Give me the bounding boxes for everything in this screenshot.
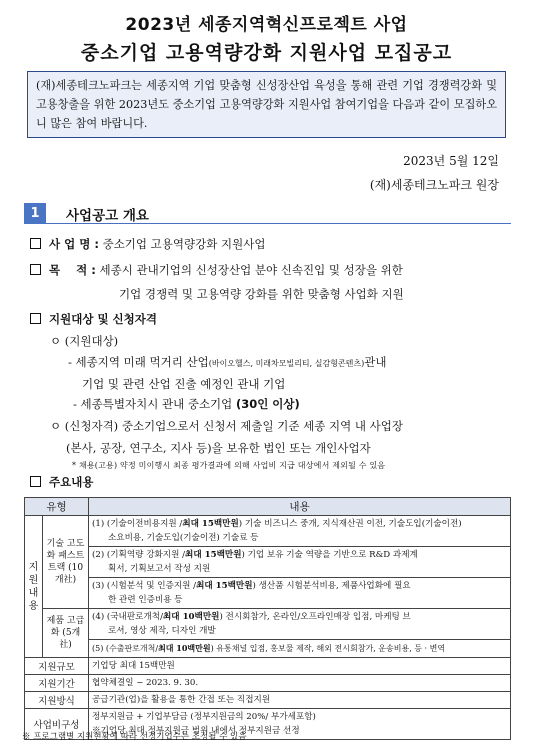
table-row — [25, 578, 511, 609]
section-header — [24, 203, 511, 224]
group1-label: 기술 고도화 패스트 트랙 (10개社) — [43, 516, 89, 609]
content-heading: 주요내용 — [49, 475, 94, 489]
method-value: 공급기관(업)을 활용을 통한 간접 또는 직접지원 — [89, 692, 511, 709]
scale-label: 지원규모 — [25, 658, 89, 675]
section-title: 사업공고 개요 — [66, 208, 149, 224]
table-row — [25, 640, 511, 658]
row3-content: (3) (시험분석 및 인증지원 /최대 15백만원) 생산품 시험분석비용, 제품사업화에 필요 한 관련 인증비용 등 — [89, 578, 511, 609]
project-name-row — [30, 236, 265, 252]
header-title-line2: 중소기업 고용역량강화 지원사업 모집공고 — [80, 42, 453, 64]
target-line3-b: (30인 이상) — [235, 397, 300, 411]
table-row — [25, 516, 511, 547]
col-type: 유형 — [25, 498, 89, 516]
checkbox-icon — [30, 264, 41, 275]
qual-line1: ㅇ (신청자격) 중소기업으로서 신청서 제출일 기준 세종 지역 내 사업장 — [50, 419, 403, 433]
purpose-line1: 세종시 관내기업의 신성장산업 분야 신속진입 및 성장을 위한 — [99, 263, 403, 277]
project-name-value: 중소기업 고용역량강화 지원사업 — [102, 237, 266, 251]
content-heading-row — [30, 474, 93, 490]
qual-note: * 채용(고용) 약정 미이행시 최종 평가결과에 의해 사업비 지급 대상에서 제외될 수 있음 — [72, 461, 386, 470]
signer: (재)세종테크노파크 원장 — [369, 178, 499, 192]
checkbox-icon — [30, 476, 41, 487]
target-line1-b: 관내 — [364, 355, 387, 369]
support-table — [24, 497, 511, 740]
table-row — [25, 675, 511, 692]
target-line1 — [68, 354, 386, 370]
table-row — [25, 547, 511, 578]
purpose-line2: 기업 경쟁력 및 고용역량 강화를 위한 맞춤형 사업화 지원 — [119, 287, 404, 301]
cost-value: 정부지원금 + 기업부담금 (정부지원금의 20%/ 부가세포함) ※기업당 최대 정부지원금 범위 내에서 정부지원금 선정 — [89, 709, 511, 740]
support-label: 지원내용 — [25, 516, 43, 658]
target-line1-small: (바이오헬스, 미래차모빌리티, 실감형콘텐츠) — [208, 359, 365, 368]
method-label: 지원방식 — [25, 692, 89, 709]
col-content: 내용 — [89, 498, 511, 516]
target-heading: 지원대상 및 신청자격 — [49, 312, 157, 326]
intro-box: (재)세종테크노파크는 세종지역 기업 맞춤형 신성장산업 육성을 통해 관련 기업 경쟁력강화 및 고용창출을 위한 2023년도 중소기업 고용역량강화 지원사업 참여기업을 다음과 같이 모집하오니 많은 참여 바랍니다. — [27, 71, 506, 138]
row5-content: (5) (수출판로개척/최대 10백만원) 유통채널 입점, 홍보물 제작, 해외 전시회참가, 운송비용, 등 · 변역 — [89, 640, 511, 658]
target-line3-a: - 세종특별자치시 관내 중소기업 — [73, 397, 236, 411]
group2-label: 제품 고급화 (5개社) — [43, 609, 89, 658]
row4-content: (4) (국내판로개척/최대 10백만원) 전시회참가, 온라인/오프라인매장 입점, 마케팅 브 로셔, 영상 제작, 디자인 개발 — [89, 609, 511, 640]
scale-value: 기업당 최대 15백만원 — [89, 658, 511, 675]
footnote: ※ 프로그램별 지원현황에 따라 선정기업수는 조정될 수 있음 — [22, 732, 247, 742]
cost-label: 사업비구성 — [25, 709, 89, 740]
announcement-date: 2023년 5월 12일 — [403, 154, 499, 168]
qual-line2: (본사, 공장, 연구소, 지사 등)을 보유한 법인 또는 개인사업자 — [66, 441, 371, 455]
target-line1-a: - 세종지역 미래 먹거리 산업 — [68, 355, 209, 369]
table-header-row — [25, 498, 511, 516]
period-label: 지원기간 — [25, 675, 89, 692]
row2-content: (2) (기획역량 강화지원 /최대 15백만원) 기업 보유 기술 역량을 기반으로 R&D 과제계 획서, 기획보고서 작성 지원 — [89, 547, 511, 578]
target-sub: ㅇ (지원대상) — [50, 334, 119, 348]
checkbox-icon — [30, 313, 41, 324]
period-value: 협약체결일 ~ 2023. 9. 30. — [89, 675, 511, 692]
table-row — [25, 692, 511, 709]
table-row — [25, 609, 511, 640]
header-title-line1: 2023년 세종지역혁신프로젝트 사업 — [125, 15, 408, 35]
target-heading-row — [30, 311, 157, 327]
target-line3 — [73, 396, 300, 412]
table-row — [25, 658, 511, 675]
checkbox-icon — [30, 238, 41, 249]
purpose-label: 목 적 : — [49, 263, 96, 277]
target-line2: 기업 및 관련 산업 진출 예정인 관내 기업 — [82, 377, 286, 391]
section-number: 1 — [24, 203, 46, 224]
purpose-row — [30, 262, 403, 278]
row1-content: (1) (기술이전비용지원 /최대 15백만원) 기술 비즈니스 중개, 지식재산권 이전, 기술도입(기술이전) 소요비용, 기술도입(기술이전) 기술료 등 — [89, 516, 511, 547]
project-name-label: 사 업 명 : — [49, 237, 99, 251]
